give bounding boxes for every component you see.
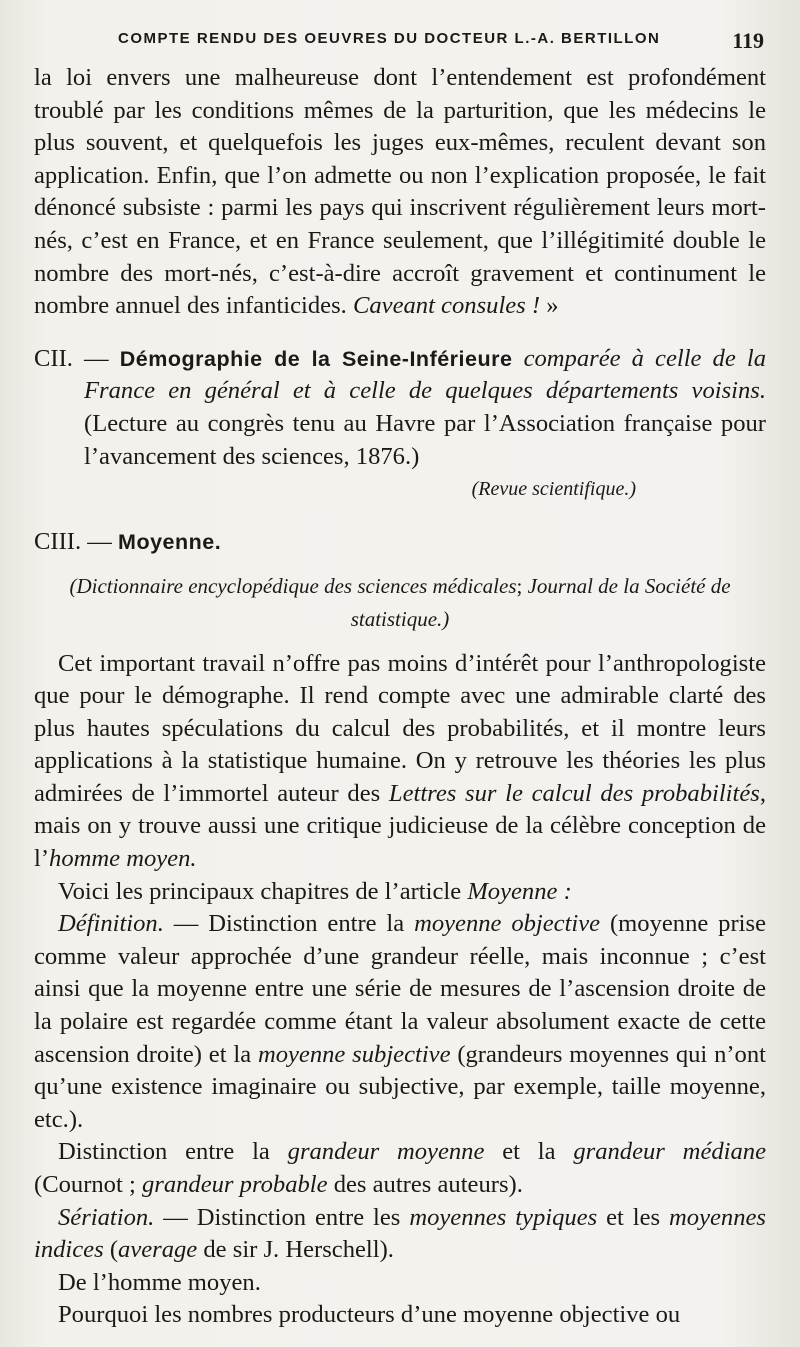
section-cii-source: (Revue scientifique.) — [471, 478, 636, 501]
seriation-italic-average: average — [118, 1236, 198, 1264]
seriation-italic-indices: moyennes indices — [34, 1203, 766, 1264]
distinction-text-b: et la — [484, 1138, 556, 1166]
p1-italic-homme-moyen: homme moyen. — [49, 845, 197, 873]
seriation-text-b: et les — [597, 1203, 661, 1231]
section-ciii-number: CIII. — — [34, 527, 112, 555]
p2-text: Voici les principaux chapitres de l’article — [58, 877, 462, 905]
source-separator: ; — [516, 574, 528, 599]
running-title: COMPTE RENDU DES OEUVRES DU DOCTEUR L.-A. BERTILLON — [118, 30, 661, 47]
distinction-text-a: Distinction entre la — [58, 1138, 270, 1166]
ciii-paragraph-pourquoi: Pourquoi les nombres producteurs d’une moyenne objective ou — [58, 1301, 681, 1329]
section-cii-heading — [34, 343, 766, 473]
page-body — [34, 62, 766, 1332]
definition-text-b: (moyenne prise comme valeur approchée d’une grandeur réelle, mais inconnue ; c’est ainsi que la moyenne entre une série de mesures de l’ascension droite de la polaire est regardée comme étant la valeur absolument exacte de cette ascension droite) et la — [34, 910, 766, 1068]
ciii-paragraph-1 — [34, 648, 766, 876]
seriation-lead: Sériation. — [58, 1203, 155, 1231]
seriation-text-a: — Distinction entre les — [154, 1203, 401, 1231]
distinction-italic-probable: grandeur probable — [141, 1171, 328, 1198]
section-ciii-title: Moyenne. — [118, 529, 222, 554]
section-cii-note: (Lecture au congrès tenu au Havre par l’Association française pour l’avancement des sciences, 1876.) — [84, 409, 766, 470]
intro-closing: Caveant consules ! — [352, 292, 541, 320]
section-ciii-source — [34, 570, 766, 635]
ciii-paragraph-distinction — [34, 1136, 766, 1201]
definition-text-c: (grandeurs moyennes qui n’ont qu’une existence imaginaire ou subjective, par exemple, taille moyenne, etc.). — [34, 1040, 766, 1133]
definition-lead: Définition. — [58, 910, 164, 938]
ciii-paragraph-homme-moyen: De l’homme moyen. — [58, 1268, 261, 1296]
definition-text-a: — Distinction entre la — [163, 910, 405, 938]
p1-text-a: Cet important travail n’offre pas moins d’intérêt pour l’anthropologiste que pour le démographe. Il rend compte avec une admirable clarté des plus hautes spéculations du calcul des probabilités, et il montre leurs applications à la statistique humaine. On y retrouve les théories les plus admirées de l’immortel auteur des — [34, 649, 766, 807]
section-cii-number: CII. — — [34, 344, 109, 372]
distinction-text-d: des autres auteurs). — [327, 1171, 523, 1198]
source-journal: Journal de la Société de statistique.) — [350, 574, 731, 631]
ciii-paragraph-definition — [34, 908, 766, 1136]
distinction-italic-mediane: grandeur médiane — [573, 1138, 766, 1166]
section-cii-title: Démographie de la Seine-Inférieure — [119, 346, 513, 371]
p1-italic-lettres: Lettres sur le calcul des probabilités — [388, 779, 760, 807]
page-number: 119 — [732, 28, 764, 53]
intro-paragraph — [34, 62, 766, 323]
ciii-paragraph-2 — [34, 876, 766, 909]
distinction-italic-moyenne: grandeur moyenne — [287, 1138, 485, 1166]
seriation-text-c: ( — [103, 1236, 119, 1264]
intro-closing-mark: » — [546, 292, 559, 320]
p2-italic-moyenne: Moyenne : — [467, 877, 572, 905]
seriation-text-d: de sir J. Herschell). — [197, 1236, 394, 1264]
page-header — [118, 28, 764, 53]
definition-italic-subjective: moyenne subjective — [257, 1040, 451, 1068]
seriation-italic-typiques: moyennes typiques — [409, 1203, 598, 1231]
intro-text: la loi envers une malheureuse dont l’entendement est profondément troublé par les conditions mêmes de la parturition, que les médecins le plus souvent, et quelquefois les juges eux-mêmes, reculent devant son application. Enfin, que l’on admette ou non l’explication proposée, le fait dénoncé subsiste : parmi les pays qui inscrivent régulièrement leurs mort-nés, c’est en France, et en France seulement, que l’illégitimité double le nombre des mort-nés, c’est-à-dire accroît gravement et continument le nombre annuel des infanticides. — [34, 64, 766, 320]
ciii-paragraph-seriation — [34, 1202, 766, 1267]
section-cii-subtitle: comparée à celle de la France en général et à celle de quelques départements voisins. — [84, 344, 766, 405]
source-dictionnaire: (Dictionnaire encyclopédique des sciences médicales — [69, 574, 517, 599]
distinction-text-c: (Cournot ; — [34, 1171, 136, 1198]
definition-italic-objective: moyenne objective — [414, 910, 601, 938]
section-ciii-heading — [34, 526, 766, 559]
p1-text-b: , mais on y trouve aussi une critique judicieuse de la célèbre conception de l’ — [34, 779, 766, 873]
